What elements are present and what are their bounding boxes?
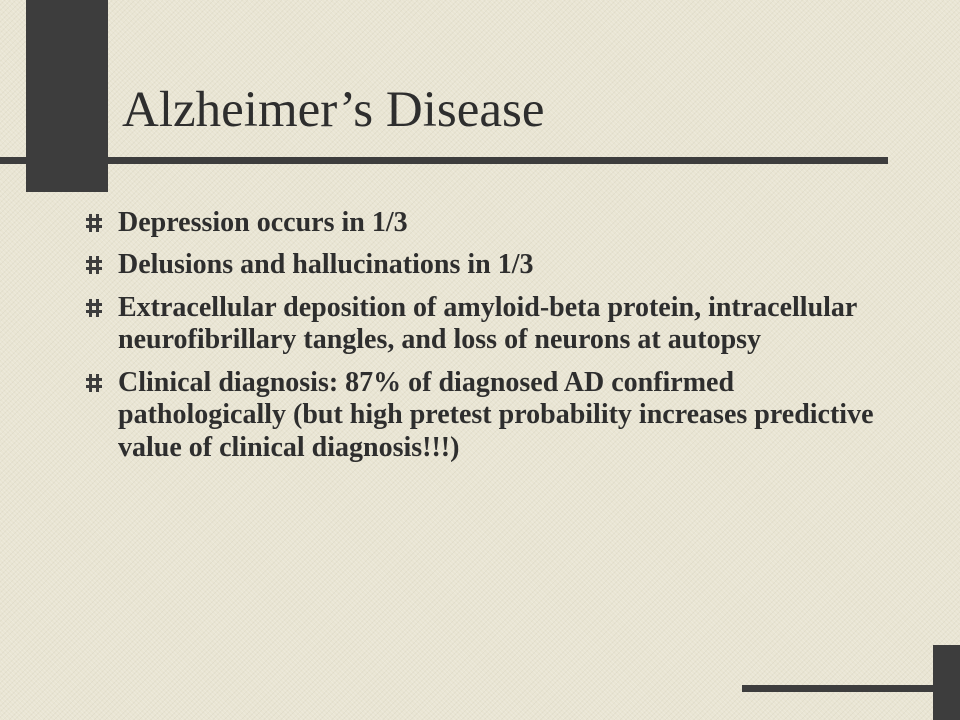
decorative-corner-horizontal — [742, 685, 960, 692]
decorative-corner-vertical — [933, 645, 960, 720]
bullet-text: Extracellular deposition of amyloid-beta protein, intracellular neurofibrillary tangles, and loss of neurons at autopsy — [118, 291, 857, 356]
bullet-item — [86, 249, 896, 281]
bullet-item — [86, 207, 896, 239]
hash-bullet-icon — [86, 299, 102, 317]
bullet-text: Delusions and hallucinations in 1/3 — [118, 249, 534, 281]
title-divider-rule — [0, 157, 888, 164]
bullet-list — [86, 207, 896, 474]
bullet-text: Clinical diagnosis: 87% of diagnosed AD confirmed pathologically (but high pretest probability increases predictive value of clinical diagnosis!!!) — [118, 366, 874, 463]
hash-bullet-icon — [86, 214, 102, 232]
bullet-item — [86, 367, 896, 464]
hash-bullet-icon — [86, 256, 102, 274]
hash-bullet-icon — [86, 374, 102, 392]
slide-title: Alzheimer’s Disease — [122, 82, 545, 138]
bullet-text: Depression occurs in 1/3 — [118, 207, 408, 238]
bullet-item — [86, 292, 896, 357]
